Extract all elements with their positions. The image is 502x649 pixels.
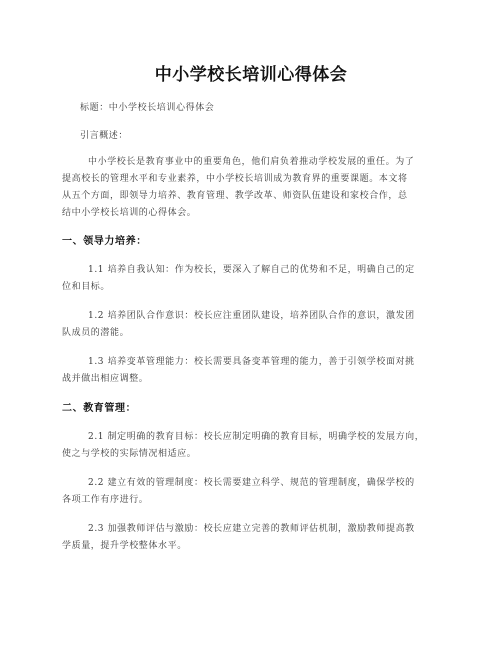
- paragraph-line: 2.2 建立有效的管理制度：校长需要建立科学、规范的管理制度，确保学校的: [88, 478, 415, 488]
- document-title: 中小学校长培训心得体会: [154, 65, 348, 85]
- paragraph-line: 队成员的潜能。: [62, 328, 130, 338]
- paragraph-line: 位和目标。: [62, 282, 111, 292]
- subtitle-line: 标题：中小学校长培训心得体会: [80, 103, 215, 113]
- section-heading-leadership: 一、领导力培养：: [62, 236, 147, 247]
- paragraph-line: 1.3 培养变革管理能力：校长需要具备变革管理的能力，善于引领学校面对挑: [88, 357, 415, 367]
- paragraph-line: 各项工作有序进行。: [62, 495, 149, 505]
- intro-line: 结中小学校长培训的心得体会。: [62, 208, 197, 218]
- paragraph-line: 1.2 培养团队合作意识：校长应注重团队建设，培养团队合作的意识，激发团: [88, 311, 415, 321]
- intro-line: 从五个方面，即领导力培养、教育管理、教学改革、师资队伍建设和家校合作，总: [62, 191, 408, 201]
- intro-line: 提高校长的管理水平和专业素养，中小学校长培训成为教育界的重要课题。本文将: [62, 174, 408, 184]
- paragraph-line: 2.1 制定明确的教育目标：校长应制定明确的教育目标，明确学校的发展方向，: [88, 432, 425, 442]
- paragraph-line: 1.1 培养自我认知：作为校长，要深入了解自己的优势和不足，明确自己的定: [88, 265, 415, 275]
- paragraph-line: 2.3 加强教师评估与激励：校长应建立完善的教师评估机制，激励教师提高教: [88, 524, 415, 534]
- intro-line: 中小学校长是教育事业中的重要角色，他们肩负着推动学校发展的重任。为了: [88, 157, 415, 167]
- paragraph-line: 战并做出相应调整。: [62, 374, 149, 384]
- paragraph-line: 使之与学校的实际情况相适应。: [62, 449, 197, 459]
- section-heading-education-management: 二、教育管理：: [62, 403, 137, 414]
- intro-label: 引言概述：: [80, 131, 129, 141]
- paragraph-line: 学质量，提升学校整体水平。: [62, 541, 187, 551]
